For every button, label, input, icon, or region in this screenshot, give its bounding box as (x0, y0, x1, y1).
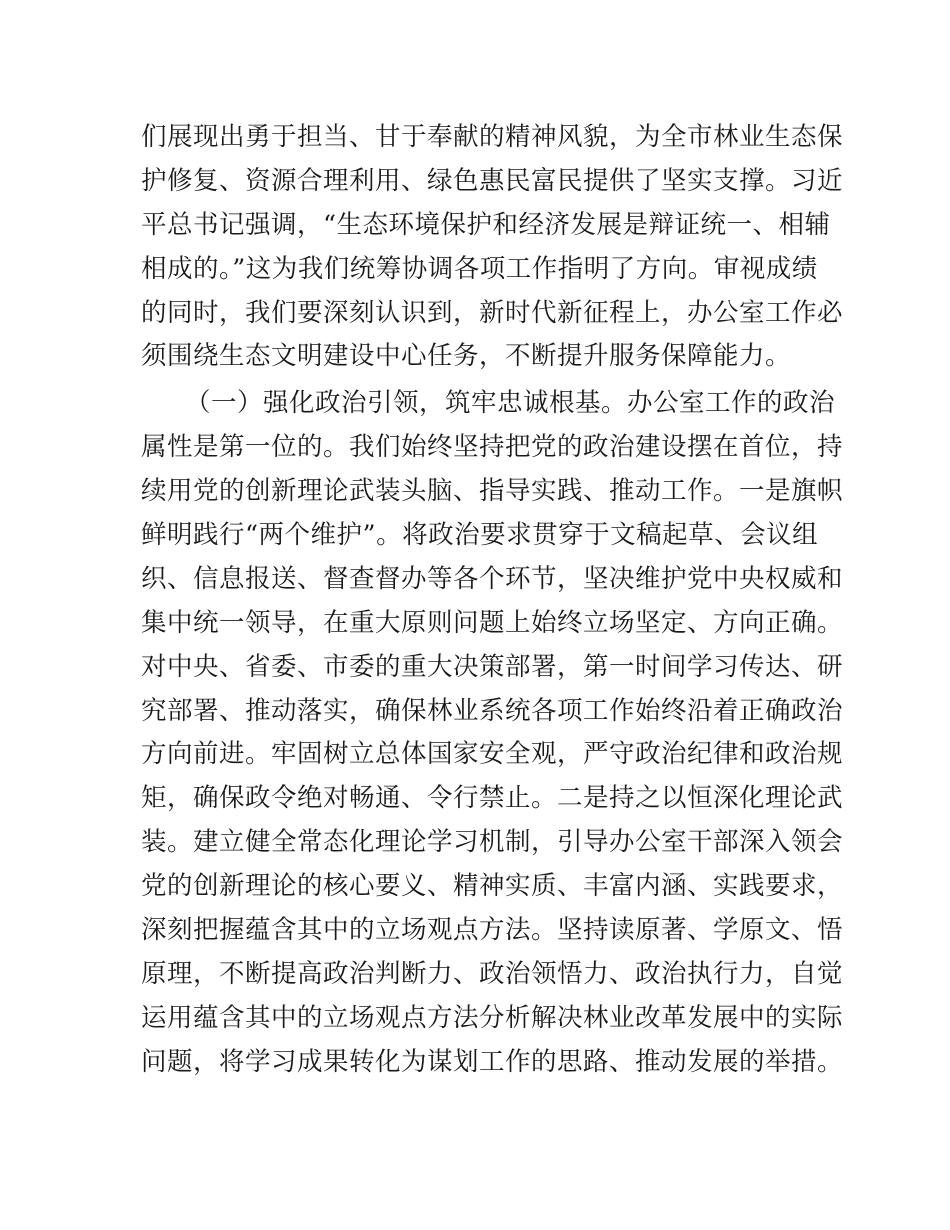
text-line: 党的创新理论的核心要义、精神实质、丰富内涵、实践要求， (141, 871, 844, 902)
text-line: 对中央、省委、市委的重大决策部署，第一时间学习传达、研 (141, 651, 844, 682)
text-line: 属性是第一位的。我们始终坚持把党的政治建设摆在首位，持 (141, 432, 844, 463)
paragraph-political-leadership (141, 382, 844, 1084)
paragraph-intro (141, 116, 844, 379)
text-line: 护修复、资源合理利用、绿色惠民富民提供了坚实支撑。习近 (141, 165, 844, 196)
text-line: 的同时，我们要深刻认识到，新时代新征程上，办公室工作必 (141, 297, 844, 328)
text-line: 矩，确保政令绝对畅通、令行禁止。二是持之以恒深化理论武 (141, 783, 844, 814)
document-body (141, 116, 844, 1085)
text-line: 原理，不断提高政治判断力、政治领悟力、政治执行力，自觉 (141, 958, 844, 989)
text-line: 平总书记强调，“生态环境保护和经济发展是辩证统一、相辅 (141, 209, 831, 240)
text-line: 问题，将学习成果转化为谋划工作的思路、推动发展的举措。 (141, 1046, 844, 1077)
text-line: 织、信息报送、督查督办等各个环节，坚决维护党中央权威和 (141, 563, 844, 594)
text-line: 相成的。”这为我们统筹协调各项工作指明了方向。审视成绩 (141, 253, 818, 284)
text-line: 究部署、推动落实，确保林业系统各项工作始终沿着正确政治 (141, 695, 844, 726)
text-line: 须围绕生态文明建设中心任务，不断提升服务保障能力。 (141, 341, 792, 372)
text-line: 深刻把握蕴含其中的立场观点方法。坚持读原著、学原文、悟 (141, 915, 844, 946)
text-line: 续用党的创新理论武装头脑、指导实践、推动工作。一是旗帜 (141, 476, 844, 507)
text-line: 装。建立健全常态化理论学习机制，引导办公室干部深入领会 (141, 827, 844, 858)
text-line: 方向前进。牢固树立总体国家安全观，严守政治纪律和政治规 (141, 739, 844, 770)
text-line: 鲜明践行“两个维护”。将政治要求贯穿于文稿起草、会议组 (141, 520, 819, 551)
text-line: 们展现出勇于担当、甘于奉献的精神风貌，为全市林业生态保 (141, 122, 844, 152)
text-line: （一）强化政治引领，筑牢忠诚根基。办公室工作的政治 (185, 388, 836, 419)
text-line: 集中统一领导，在重大原则问题上始终立场坚定、方向正确。 (141, 607, 844, 638)
text-line: 运用蕴含其中的立场观点方法分析解决林业改革发展中的实际 (141, 1002, 844, 1033)
